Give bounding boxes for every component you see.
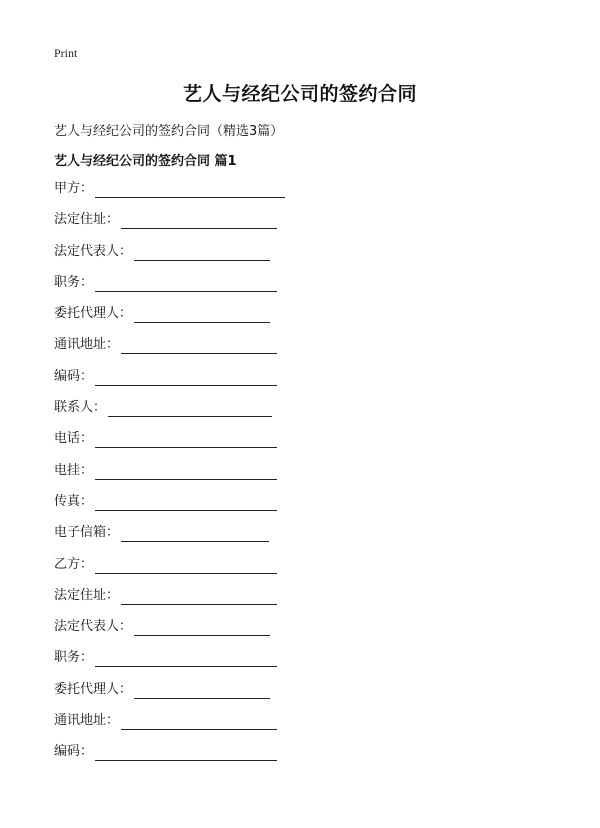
field-party-b [54, 556, 285, 587]
field-blank-line[interactable] [95, 368, 277, 386]
field-legal-address-a [54, 211, 285, 242]
field-party-a [54, 180, 285, 211]
field-blank-line[interactable] [95, 493, 277, 511]
field-legal-rep-a [54, 243, 285, 274]
field-email-a [54, 524, 285, 555]
field-label: 传真： [54, 493, 94, 509]
field-blank-line[interactable] [134, 305, 270, 323]
field-label: 编码： [54, 744, 94, 760]
field-blank-line[interactable] [134, 681, 270, 699]
field-blank-line[interactable] [121, 587, 277, 605]
field-contact-a [54, 399, 285, 430]
field-label: 编码： [54, 368, 94, 384]
field-blank-line[interactable] [95, 556, 277, 574]
field-label: 法定代表人： [54, 243, 133, 259]
field-phone-a [54, 430, 285, 461]
field-blank-line[interactable] [134, 618, 270, 636]
field-blank-line[interactable] [95, 649, 277, 667]
field-blank-line[interactable] [134, 243, 270, 261]
field-fax-a [54, 493, 285, 524]
field-postcode-b [54, 743, 285, 774]
field-label: 联系人： [54, 400, 107, 416]
field-blank-line[interactable] [95, 430, 277, 448]
document-title: 艺人与经纪公司的签约合同 [182, 83, 417, 105]
field-label: 法定住址： [54, 587, 120, 603]
field-agent-b [54, 681, 285, 712]
field-blank-line[interactable] [95, 274, 277, 292]
field-agent-a [54, 305, 285, 336]
field-label: 委托代理人： [54, 306, 133, 322]
field-mailing-address-a [54, 336, 285, 367]
field-mailing-address-b [54, 712, 285, 743]
field-label: 职务： [54, 274, 94, 290]
field-blank-line[interactable] [95, 743, 277, 761]
field-blank-line[interactable] [121, 712, 277, 730]
field-position-a [54, 274, 285, 305]
field-label: 委托代理人： [54, 681, 133, 697]
field-blank-line[interactable] [121, 524, 269, 542]
field-blank-line[interactable] [121, 211, 277, 229]
field-label: 法定代表人： [54, 619, 133, 635]
field-label: 乙方： [54, 556, 94, 572]
field-blank-line[interactable] [108, 399, 272, 417]
field-position-b [54, 649, 285, 680]
field-label: 职务： [54, 650, 94, 666]
contract-fields-list [54, 180, 285, 775]
field-label: 通讯地址： [54, 713, 120, 729]
field-telegraph-a [54, 462, 285, 493]
field-blank-line[interactable] [121, 336, 277, 354]
field-postcode-a [54, 368, 285, 399]
field-label: 甲方： [54, 181, 94, 196]
field-blank-line[interactable] [95, 180, 285, 198]
field-label: 法定住址： [54, 212, 120, 228]
field-legal-address-b [54, 587, 285, 618]
field-label: 电话： [54, 431, 94, 447]
print-link[interactable]: Print [54, 46, 78, 60]
field-legal-rep-b [54, 618, 285, 649]
field-blank-line[interactable] [95, 462, 277, 480]
field-label: 电子信箱： [54, 525, 120, 541]
section-heading: 艺人与经纪公司的签约合同 篇1 [54, 154, 237, 169]
field-label: 通讯地址： [54, 337, 120, 353]
document-subtitle: 艺人与经纪公司的签约合同（精选3篇） [54, 124, 284, 139]
field-label: 电挂： [54, 462, 94, 478]
